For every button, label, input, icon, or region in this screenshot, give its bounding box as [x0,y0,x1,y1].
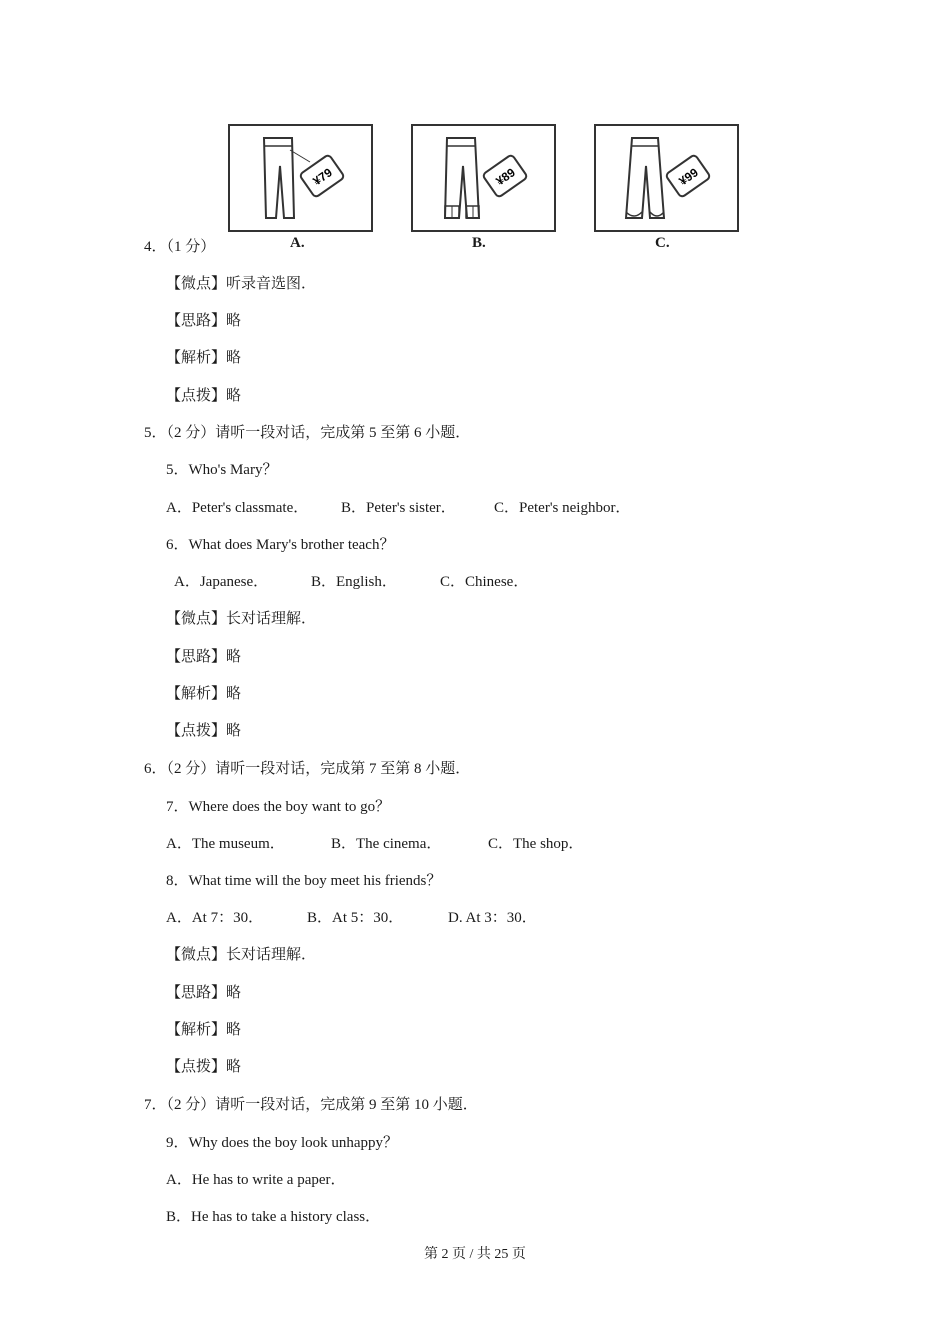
q5-sub2-option-c: C．Chinese． [440,574,529,590]
q5-sub1-option-b: B．Peter's sister． [341,500,456,516]
q5-sub1-option-a: A．Peter's classmate． [166,500,309,516]
figure-c-label: C. [655,235,670,251]
figure-a-frame [228,124,373,232]
price-tag-c: ¥99 [676,165,701,189]
q5-sub2-option-a: A．Japanese． [174,574,269,590]
q6-sub1-option-a: A．The museum． [166,836,285,852]
q6-jiexi: 【解析】略 [166,1022,242,1038]
q4-dianbo: 【点拨】略 [166,388,242,404]
q5-sub2-option-b: B．English． [311,574,397,590]
q6-sub2-option-a: A．At 7：30． [166,910,264,926]
q7-sub1-question: 9．Why does the boy look unhappy？ [166,1135,399,1151]
q5-silu: 【思路】略 [166,649,242,665]
q5-weidian: 【微点】长对话理解． [166,611,317,627]
q4-jiexi: 【解析】略 [166,350,242,366]
q4-heading: 4．（1 分） [144,239,216,255]
q6-sub2-option-b: B．At 5：30． [307,910,404,926]
q5-heading: 5．（2 分）请听一段对话，完成第 5 至第 6 小题． [144,425,471,441]
q6-heading: 6．（2 分）请听一段对话，完成第 7 至第 8 小题． [144,761,471,777]
trousers-a-image [230,126,371,230]
q4-weidian: 【微点】听录音选图． [166,276,317,292]
q5-jiexi: 【解析】略 [166,686,242,702]
q6-sub1-option-c: C．The shop． [488,836,584,852]
q6-sub2-option-d: D. At 3：30． [448,910,537,926]
figure-b-frame [411,124,556,232]
q6-sub2-question: 8．What time will the boy meet his friends？ [166,873,442,889]
q6-sub1-option-b: B．The cinema． [331,836,442,852]
q5-dianbo: 【点拨】略 [166,723,242,739]
q7-sub1-option-a: A．He has to write a paper． [166,1172,346,1188]
q7-sub1-option-b: B．He has to take a history class． [166,1209,381,1225]
q6-sub1-question: 7．Where does the boy want to go？ [166,799,391,815]
q5-sub2-question: 6．What does Mary's brother teach？ [166,537,395,553]
q5-sub1-question: 5．Who's Mary？ [166,462,278,478]
q6-dianbo: 【点拨】略 [166,1059,242,1075]
q6-silu: 【思路】略 [166,985,242,1001]
q6-weidian: 【微点】长对话理解． [166,947,317,963]
page-number-footer: 第 2 页 / 共 25 页 [424,1247,526,1262]
q4-silu: 【思路】略 [166,313,242,329]
q7-heading: 7．（2 分）请听一段对话，完成第 9 至第 10 小题． [144,1097,478,1113]
figure-b-label: B. [472,235,486,251]
trousers-b-image [413,126,554,230]
figure-a-label: A. [290,235,305,251]
q5-sub1-option-c: C．Peter's neighbor． [494,500,631,516]
price-tag-b: ¥89 [493,165,518,189]
figure-c-frame [594,124,739,232]
price-tag-a: ¥79 [310,165,335,189]
trousers-c-image [596,126,737,230]
